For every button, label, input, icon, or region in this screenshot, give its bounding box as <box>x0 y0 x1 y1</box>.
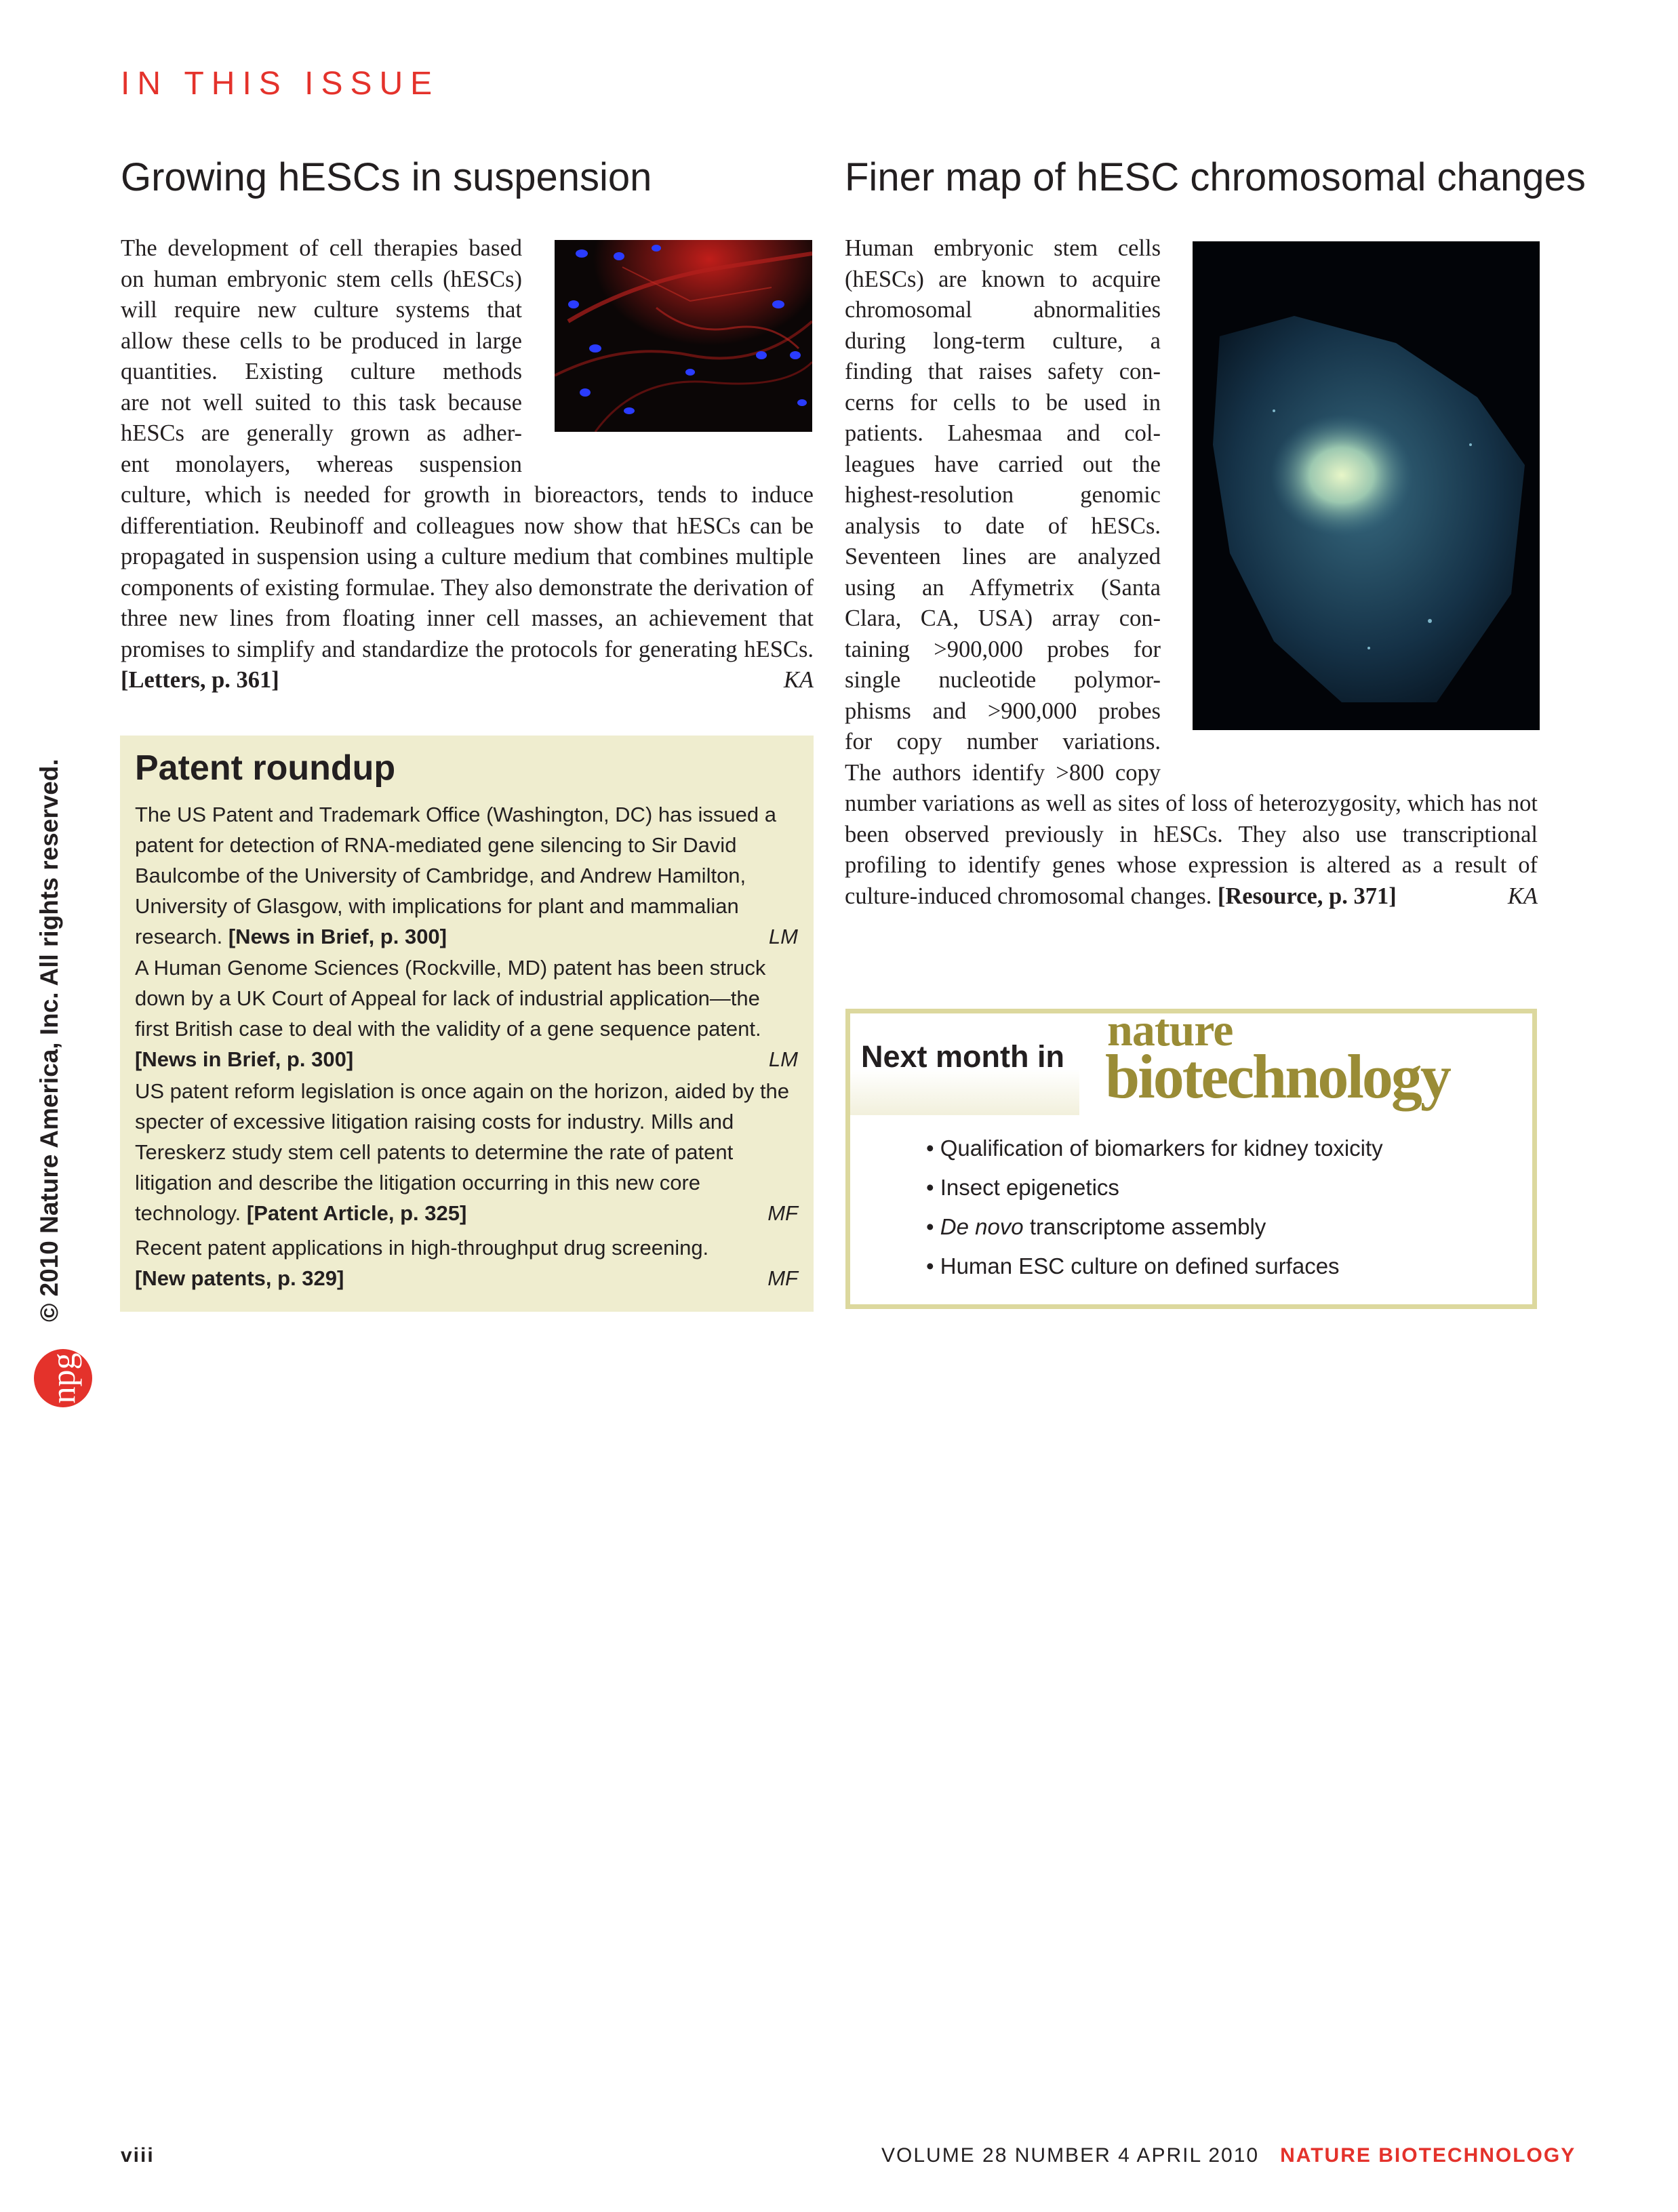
patent-item-reference-link[interactable]: [News in Brief, p. 300] <box>135 1047 354 1071</box>
patent-item-reference-link[interactable]: [New patents, p. 329] <box>135 1266 344 1290</box>
list-item: • Human ESC culture on defined surfaces <box>926 1253 1340 1279</box>
patent-item-text: Recent patent applications in high-throughput drug screening. <box>135 1236 709 1260</box>
text-line: The authors identify >800 copy <box>845 759 1161 786</box>
text-line: leagues have carried out the <box>845 451 1161 477</box>
patent-item-initials: MF <box>767 1266 798 1290</box>
text-line: Seventeen lines are analyzed <box>845 544 1161 569</box>
list-item-text: Human ESC culture on defined surfaces <box>940 1253 1340 1279</box>
page-number: viii <box>121 2144 155 2167</box>
npg-logo-text: npg <box>44 1352 82 1404</box>
patent-item <box>135 1232 798 1293</box>
article1-title: Growing hESCs in suspension <box>121 155 652 199</box>
patent-item-text: The US Patent and Trademark Office (Washington, DC) has issued a patent for detection of RNA-mediated gene silencing to Sir David Baulcombe of the University of Cambridge, and Andrew Hamilton, University of Glasgow, with implications for plant and mammalian research. <box>135 803 776 948</box>
article1-reference-link[interactable]: [Letters, p. 361] <box>121 667 279 693</box>
issue-info: VOLUME 28 NUMBER 4 APRIL 2010 <box>881 2144 1260 2167</box>
text-line: cerns for cells to be used in <box>845 389 1161 416</box>
copyright-notice: © 2010 Nature America, Inc. All rights reserved. <box>35 759 63 1322</box>
list-item-text: Insect epigenetics <box>940 1175 1119 1200</box>
article1-author-initials: KA <box>783 667 814 693</box>
text-line: Human embryonic stem cells <box>845 235 1161 261</box>
patent-item-reference-link[interactable]: [Patent Article, p. 325] <box>246 1201 467 1225</box>
text-line: allow these cells to be produced in large <box>121 327 522 354</box>
list-item: • De novo transcriptome assembly <box>926 1214 1266 1239</box>
text-line: Clara, CA, USA) array con- <box>845 605 1161 631</box>
patent-item <box>135 799 798 952</box>
text-line: hESCs are generally grown as adher- <box>121 420 522 446</box>
text-line: on human embryonic stem cells (hESCs) <box>121 266 522 292</box>
text-line: are not well suited to this task because <box>121 389 522 416</box>
patent-item-initials: LM <box>768 925 798 948</box>
article2-reference-link[interactable]: [Resource, p. 371] <box>1217 883 1397 909</box>
text-line: ent monolayers, whereas suspension <box>121 451 522 477</box>
list-item-text: transcriptome assembly <box>1029 1214 1266 1239</box>
text-line: single nucleotide polymor- <box>845 667 1161 693</box>
text-line: using an Affymetrix (Santa <box>845 574 1161 601</box>
journal-logo-nature: nature <box>1107 1004 1233 1055</box>
patent-item <box>135 1076 798 1228</box>
patent-roundup-title: Patent roundup <box>135 748 396 788</box>
text-line: taining >900,000 probes for <box>845 636 1161 662</box>
article2-text: number variations as well as sites of loss of heterozygosity, which has not been observed previously in hESCs. They also use transcriptional profiling to identify genes whose expression is altered as a result of culture-induced chromosomal changes. <box>845 790 1538 909</box>
npg-logo <box>34 1349 92 1407</box>
next-month-list <box>926 1129 1383 1286</box>
footer-issue-info <box>881 2144 1576 2167</box>
text-line: will require new culture systems that <box>121 297 522 323</box>
patent-item <box>135 952 798 1074</box>
next-month-label: Next month in <box>861 1039 1064 1074</box>
journal-logo-biotechnology: biotechnology <box>1105 1042 1450 1111</box>
patent-item-initials: LM <box>768 1047 798 1071</box>
article1-body-wide <box>121 480 814 696</box>
text-line: finding that raises safety con- <box>845 359 1161 384</box>
chromosome-fluorescence-figure <box>1193 241 1540 730</box>
list-item: • Qualification of biomarkers for kidney toxicity <box>926 1135 1383 1161</box>
text-line: patients. Lahesmaa and col- <box>845 420 1161 446</box>
article2-body-wide <box>845 788 1538 912</box>
patent-item-initials: MF <box>767 1201 798 1225</box>
fluorescence-image <box>1193 241 1540 730</box>
cell-micrograph-figure <box>555 240 812 432</box>
article2-title: Finer map of hESC chromosomal changes <box>845 155 1586 199</box>
text-line: (hESCs) are known to acquire <box>845 266 1161 292</box>
text-line: phisms and >900,000 probes <box>845 698 1161 724</box>
micrograph-image <box>555 240 812 432</box>
text-line: quantities. Existing culture methods <box>121 359 522 384</box>
patent-item-reference-link[interactable]: [News in Brief, p. 300] <box>228 925 447 948</box>
list-item: • Insect epigenetics <box>926 1175 1119 1200</box>
section-label: IN THIS ISSUE <box>121 66 440 102</box>
article2-author-initials: KA <box>1507 883 1538 909</box>
patent-item-text: US patent reform legislation is once again on the horizon, aided by the specter of excessive litigation raising costs for industry. Mills and Tereskerz study stem cell patents to determine the rate of patent litigation and describe the litigation occurring in this new core technology. <box>135 1079 790 1225</box>
article2-body-narrow <box>845 233 1161 788</box>
text-line: during long-term culture, a <box>845 327 1161 354</box>
article1-text: culture, which is needed for growth in bioreactors, tends to induce differentiation. Reubinoff and colleagues now show that hESCs can be propagated in suspension using a culture medium that combines multiple components of existing formulae. They also demonstrate the derivation of three new lines from floating inner cell masses, an achievement that promises to simplify and standardize the protocols for generating hESCs. <box>121 482 814 662</box>
text-line: highest-resolution genomic <box>845 482 1161 508</box>
list-item-italic-text: De novo <box>940 1214 1024 1239</box>
text-line: analysis to date of hESCs. <box>845 512 1161 539</box>
article1-body-narrow <box>121 233 522 480</box>
text-line: The development of cell therapies based <box>121 235 522 261</box>
patent-item-text: A Human Genome Sciences (Rockville, MD) patent has been struck down by a UK Court of Appeal for lack of industrial application—the first British case to deal with the validity of a gene sequence patent. <box>135 956 766 1041</box>
patent-roundup-box <box>120 736 814 1312</box>
text-line: chromosomal abnormalities <box>845 297 1161 323</box>
list-item-text: Qualification of biomarkers for kidney toxicity <box>940 1135 1383 1161</box>
text-line: for copy number variations. <box>845 729 1161 755</box>
journal-name: NATURE BIOTECHNOLOGY <box>1280 2144 1576 2167</box>
